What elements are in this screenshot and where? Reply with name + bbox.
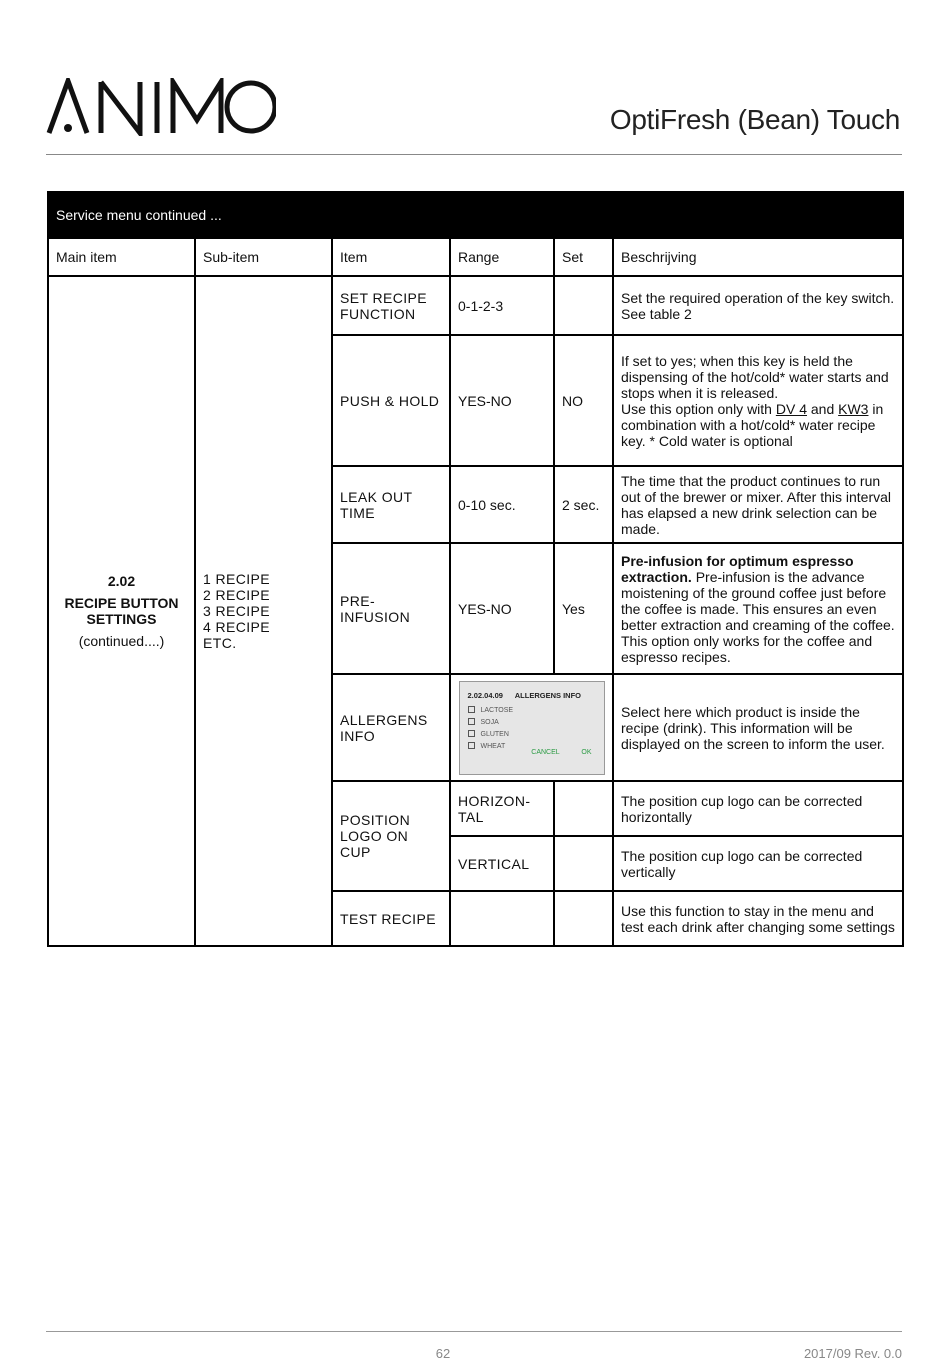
- item-cell: LEAK OUT TIME: [332, 466, 450, 543]
- item-cell: SET RECIPE FUNCTION: [332, 276, 450, 335]
- table-row: [48, 276, 903, 335]
- checkbox-icon: [468, 706, 475, 713]
- set-cell: [554, 276, 613, 335]
- sub-item: 3 RECIPE: [203, 603, 270, 619]
- range-cell: HORIZON-TAL: [450, 781, 554, 836]
- set-cell: Yes: [554, 543, 613, 674]
- sub-item: 4 RECIPE: [203, 619, 270, 635]
- header-rule: [46, 154, 902, 155]
- range-cell: YES-NO: [450, 543, 554, 674]
- sub-item: ETC.: [203, 635, 237, 651]
- set-cell: [554, 836, 613, 891]
- range-cell: VERTICAL: [450, 836, 554, 891]
- screen-code: 2.02.04.09: [467, 690, 503, 700]
- set-cell: 2 sec.: [554, 466, 613, 543]
- main-item-name: RECIPE BUTTON SETTINGS: [64, 595, 179, 627]
- revision-label: 2017/09 Rev. 0.0: [803, 1346, 902, 1361]
- list-item: [468, 729, 514, 741]
- description-cell: Use this function to stay in the menu and test each drink after changing some settings: [613, 891, 903, 946]
- footer-rule: [46, 1331, 902, 1332]
- description-bold: Pre-infusion for optimum espresso extraction.: [621, 552, 854, 585]
- checkbox-icon: [468, 718, 475, 725]
- checkbox-icon: [468, 742, 475, 749]
- allergens-screen-cell: [450, 674, 613, 781]
- page-number: 62: [435, 1346, 451, 1361]
- range-cell: 0-1-2-3: [450, 276, 554, 335]
- sub-item: 1 RECIPE: [203, 571, 270, 587]
- range-cell: YES-NO: [450, 335, 554, 466]
- set-cell: [554, 891, 613, 946]
- set-cell: [554, 781, 613, 836]
- description-cell: Select here which product is inside the recipe (drink). This information will be displayed on the screen to inform the user.: [613, 674, 903, 781]
- item-cell: PUSH & HOLD: [332, 335, 450, 466]
- description-cell: The position cup logo can be corrected vertically: [613, 836, 903, 891]
- option-label: SOJA: [480, 718, 499, 726]
- column-header-description: Beschrijving: [613, 238, 903, 276]
- list-item: [468, 705, 514, 717]
- table-title-row: [48, 192, 903, 238]
- screen-buttons: [511, 745, 591, 761]
- product-name: OptiFresh (Bean) Touch: [609, 104, 900, 135]
- list-item: [468, 717, 514, 729]
- description-cell: The position cup logo can be corrected horizontally: [613, 781, 903, 836]
- column-header-sub-item: Sub-item: [195, 238, 332, 276]
- checkbox-icon: [468, 730, 475, 737]
- description-text: Pre-infusion is the advance moistening of the ground coffee just before the coffee is made. This ensures an even better extraction and creaming of the coffee. This option only works for the coffee and espresso recipes.: [621, 568, 895, 665]
- column-header-main-item: Main item: [48, 238, 195, 276]
- list-item: [468, 741, 514, 753]
- item-cell: ALLERGENS INFO: [332, 674, 450, 781]
- column-header-range: Range: [450, 238, 554, 276]
- description-text: If set to yes; when this key is held the dispensing of the hot/cold* water starts and stops when it is released.: [621, 352, 889, 401]
- option-label: LACTOSE: [480, 706, 514, 714]
- column-header-item: Item: [332, 238, 450, 276]
- main-item-note: (continued....): [78, 633, 165, 649]
- item-cell: PRE-INFUSION: [332, 543, 450, 674]
- range-cell: 0-10 sec.: [450, 466, 554, 543]
- range-cell: [450, 891, 554, 946]
- sub-item-cell: [195, 276, 332, 946]
- main-item-cell: [48, 276, 195, 946]
- main-item-number: 2.02: [107, 573, 136, 589]
- item-cell: POSITION LOGO ON CUP: [332, 781, 450, 891]
- option-label: GLUTEN: [480, 730, 509, 738]
- set-cell: NO: [554, 335, 613, 466]
- table-title: Service menu continued ...: [48, 192, 903, 238]
- ok-button-preview: OK: [581, 748, 592, 756]
- description-cell: The time that the product continues to run out of the brewer or mixer. After this interval has elapsed a new drink selection can be made.: [613, 466, 903, 543]
- service-menu-table: [47, 191, 904, 947]
- kw3-reference: KW3: [838, 400, 869, 417]
- screen-header: [468, 688, 592, 704]
- sub-item: 2 RECIPE: [203, 587, 270, 603]
- animo-logo: [46, 78, 276, 136]
- cancel-button-preview: CANCEL: [531, 748, 560, 756]
- description-cell: [613, 543, 903, 674]
- item-cell: TEST RECIPE: [332, 891, 450, 946]
- description-text: in combination with a hot/cold* water recipe key. * Cold water is optional: [621, 400, 884, 449]
- column-header-set: Set: [554, 238, 613, 276]
- table-header-row: [48, 238, 903, 276]
- dv4-reference: DV 4: [775, 400, 807, 417]
- description-cell: [613, 335, 903, 466]
- description-text: and: [810, 400, 835, 417]
- allergens-screen-preview: [459, 681, 605, 775]
- allergen-options: [468, 705, 514, 753]
- option-label: WHEAT: [480, 742, 506, 750]
- description-cell: Set the required operation of the key switch. See table 2: [613, 276, 903, 335]
- screen-title: ALLERGENS INFO: [514, 690, 582, 700]
- description-text: Use this option only with: [621, 400, 772, 417]
